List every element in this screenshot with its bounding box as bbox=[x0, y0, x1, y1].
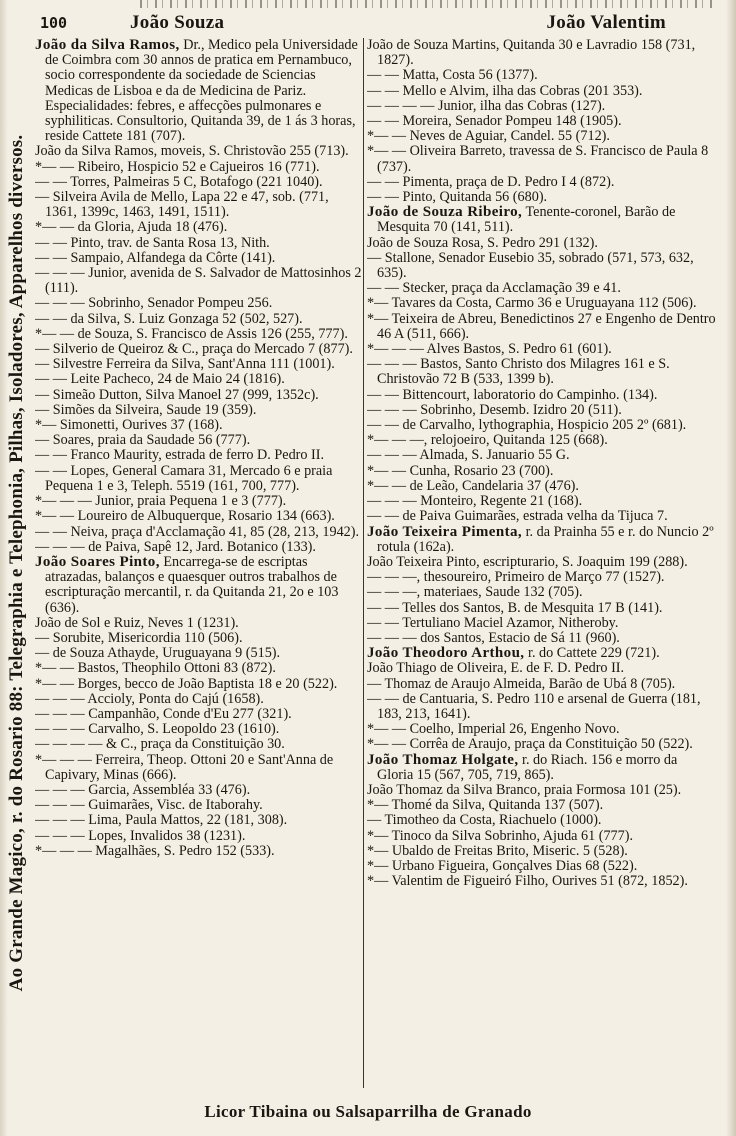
entry-text: — — — Sobrinho, Desemb. Izidro 20 (511). bbox=[367, 401, 622, 418]
directory-entry bbox=[35, 616, 362, 631]
entry-text: *— — Oliveira Barreto, travessa de S. Francisco de Paula 8 (737). bbox=[367, 143, 709, 175]
directory-entry bbox=[35, 525, 362, 540]
directory-entry bbox=[35, 494, 362, 509]
column-divider bbox=[363, 38, 364, 1088]
side-advertisement-text: Ao Grande Magico, r. do Rosario 88: Telegraphia e Telephonia, Pilhas, Isoladores, Apparelhos diversos. bbox=[6, 134, 27, 991]
entry-text: — Silvestre Ferreira da Silva, Sant'Anna 111 (1001). bbox=[35, 356, 335, 373]
directory-entry bbox=[35, 327, 362, 342]
entry-text: — — — Monteiro, Regente 21 (168). bbox=[367, 493, 583, 510]
directory-entry bbox=[367, 555, 717, 570]
directory-entry bbox=[367, 494, 717, 509]
entry-text: — — Lopes, General Camara 31, Mercado 6 e praia Pequena 1 e 3, Teleph. 5519 (161, 700, 777). bbox=[35, 462, 333, 494]
entry-text: — Timotheo da Costa, Riachuelo (1000). bbox=[367, 812, 602, 829]
entry-text: — — — de Paiva, Sapê 12, Jard. Botanico (133). bbox=[35, 538, 316, 555]
entry-text: — — — Campanhão, Conde d'Eu 277 (321). bbox=[35, 705, 292, 722]
entry-text: *— — Bastos, Theophilo Ottoni 83 (872). bbox=[35, 660, 276, 677]
entry-text: — — de Cantuaria, S. Pedro 110 e arsenal de Guerra (181, 183, 213, 1641). bbox=[367, 690, 701, 722]
directory-entry bbox=[367, 342, 717, 357]
directory-entry bbox=[367, 601, 717, 616]
entry-text: — — Matta, Costa 56 (1377). bbox=[367, 67, 538, 84]
directory-entry bbox=[367, 509, 717, 524]
directory-heading-entry bbox=[367, 205, 717, 235]
entry-text: *— — Ribeiro, Hospicio 52 e Cajueiros 16 (771). bbox=[35, 158, 320, 175]
entry-name: João Thomaz Holgate, bbox=[367, 751, 519, 768]
directory-entry bbox=[367, 661, 717, 676]
entry-text: — — — Junior, avenida de S. Salvador de Mattosinhos 2 (111). bbox=[35, 265, 362, 297]
entry-text: *— — de Souza, S. Francisco de Assis 126 (255, 777). bbox=[35, 325, 348, 342]
entry-text: João de Sol e Ruiz, Neves 1 (1231). bbox=[35, 614, 239, 631]
entry-text: — — Moreira, Senador Pompeu 148 (1905). bbox=[367, 113, 622, 130]
directory-entry bbox=[35, 433, 362, 448]
entry-text: — Silverio de Queiroz & C., praça do Mercado 7 (877). bbox=[35, 341, 353, 358]
entry-text: *— — — Alves Bastos, S. Pedro 61 (601). bbox=[367, 341, 612, 358]
footer-advertisement: Licor Tibaina ou Salsaparrilha de Granado bbox=[204, 1102, 532, 1121]
directory-entry bbox=[367, 616, 717, 631]
directory-entry bbox=[367, 479, 717, 494]
directory-heading-entry bbox=[367, 753, 717, 783]
directory-entry bbox=[35, 296, 362, 311]
directory-entry bbox=[35, 388, 362, 403]
directory-heading-entry bbox=[35, 38, 362, 144]
directory-entry bbox=[35, 631, 362, 646]
entry-text: João Thomaz da Silva Branco, praia Formosa 101 (25). bbox=[367, 781, 682, 798]
directory-entry bbox=[367, 129, 717, 144]
entry-text: — — — dos Santos, Estacio de Sá 11 (960). bbox=[367, 629, 620, 646]
directory-entry bbox=[367, 38, 717, 68]
directory-entry bbox=[35, 220, 362, 235]
entry-text: — Stallone, Senador Eusebio 35, sobrado (571, 573, 632, 635). bbox=[367, 249, 694, 282]
directory-entry bbox=[35, 753, 362, 783]
entry-text: — Simões da Silveira, Saude 19 (359). bbox=[35, 401, 257, 418]
entry-text: *— — — Junior, praia Pequena 1 e 3 (777). bbox=[35, 493, 287, 510]
entry-text: — — da Silva, S. Luiz Gonzaga 52 (502, 527). bbox=[35, 310, 303, 327]
directory-entry bbox=[367, 312, 717, 342]
entry-text: — — — Almada, S. Januario 55 G. bbox=[367, 447, 570, 464]
entry-text: *— — Coelho, Imperial 26, Engenho Novo. bbox=[367, 721, 620, 738]
page-number: 100 bbox=[40, 14, 68, 32]
entry-text: *— — Corrêa de Araujo, praça da Constituição 50 (522). bbox=[367, 736, 693, 753]
directory-entry bbox=[35, 266, 362, 296]
directory-entry bbox=[35, 357, 362, 372]
entry-text: — — — Bastos, Santo Christo dos Milagres 161 e S. Christovão 72 B (533, 1399 b). bbox=[367, 356, 670, 388]
directory-heading-entry bbox=[35, 555, 362, 616]
entry-text: — de Souza Athayde, Uruguayana 9 (515). bbox=[35, 645, 281, 662]
directory-entry bbox=[367, 798, 717, 813]
directory-entry bbox=[35, 312, 362, 327]
entry-name: João de Souza Ribeiro, bbox=[367, 204, 523, 221]
directory-entry bbox=[35, 783, 362, 798]
directory-entry bbox=[367, 68, 717, 83]
entry-text: — — — Garcia, Assembléa 33 (476). bbox=[35, 781, 251, 798]
directory-entry bbox=[367, 585, 717, 600]
directory-entry bbox=[35, 342, 362, 357]
entry-text: Tenente-coronel, Barão de Mesquita 70 (141, 511). bbox=[377, 204, 676, 236]
entry-name: João Teixeira Pimenta, bbox=[367, 523, 523, 540]
directory-entry bbox=[367, 190, 717, 205]
directory-entry bbox=[367, 114, 717, 129]
entry-text: — — — Guimarães, Visc. de Itaborahy. bbox=[35, 797, 263, 814]
directory-entry bbox=[35, 798, 362, 813]
entry-text: João Thiago de Oliveira, E. de F. D. Pedro II. bbox=[367, 660, 625, 677]
directory-entry bbox=[35, 844, 362, 859]
right-running-head: João Valentim bbox=[546, 12, 666, 33]
entry-text: João Teixeira Pinto, escripturario, S. Joaquim 199 (288). bbox=[367, 553, 688, 570]
directory-entry bbox=[35, 661, 362, 676]
directory-entry bbox=[367, 296, 717, 311]
entry-text: João de Souza Rosa, S. Pedro 291 (132). bbox=[367, 234, 598, 251]
directory-entry bbox=[367, 433, 717, 448]
entry-text: — — Pinto, trav. de Santa Rosa 13, Nith. bbox=[35, 234, 270, 251]
entry-text: João da Silva Ramos, moveis, S. Christovão 255 (713). bbox=[35, 143, 349, 160]
directory-entry bbox=[367, 448, 717, 463]
directory-entry bbox=[367, 84, 717, 99]
entry-text: — Silveira Avila de Mello, Lapa 22 e 47, sob. (771, 1361, 1399c, 1463, 1491, 1511). bbox=[35, 189, 329, 221]
right-column bbox=[367, 38, 717, 1086]
directory-entry bbox=[35, 144, 362, 159]
entry-text: — — Leite Pacheco, 24 de Maio 24 (1816). bbox=[35, 371, 285, 388]
entry-name: João da Silva Ramos, bbox=[35, 38, 180, 53]
entry-text: *— Valentim de Figueiró Filho, Ourives 51 (872, 1852). bbox=[367, 873, 688, 890]
entry-text: r. do Cattete 229 (721). bbox=[524, 645, 660, 662]
directory-entry bbox=[35, 509, 362, 524]
entry-text: — — Neiva, praça d'Acclamação 41, 85 (28, 213, 1942). bbox=[35, 523, 360, 540]
entry-text: r. da Prainha 55 e r. do Nuncio 2º rotula (162a). bbox=[377, 523, 714, 555]
entry-text: — — — Carvalho, S. Leopoldo 23 (1610). bbox=[35, 721, 280, 738]
page-header bbox=[34, 8, 722, 36]
entry-text: — — Torres, Palmeiras 5 C, Botafogo (221 1040). bbox=[35, 173, 323, 190]
entry-text: — — —, thesoureiro, Primeiro de Março 77 (1527). bbox=[367, 569, 665, 586]
directory-entry bbox=[367, 737, 717, 752]
entry-text: *— — — Magalhães, S. Pedro 152 (533). bbox=[35, 842, 275, 859]
entry-text: — — — — & C., praça da Constituição 30. bbox=[35, 736, 285, 753]
entry-text: *— Tinoco da Silva Sobrinho, Ajuda 61 (777). bbox=[367, 827, 634, 844]
entry-text: *— — de Leão, Candelaria 37 (476). bbox=[367, 477, 579, 494]
directory-entry bbox=[367, 844, 717, 859]
directory-entry bbox=[367, 175, 717, 190]
directory-entry bbox=[367, 677, 717, 692]
entry-text: *— Urbano Figueira, Gonçalves Dias 68 (522). bbox=[367, 857, 638, 874]
entry-text: — Sorubite, Misericordia 110 (506). bbox=[35, 629, 243, 646]
entry-text: — — —, materiaes, Saude 132 (705). bbox=[367, 584, 583, 601]
directory-entry bbox=[35, 829, 362, 844]
entry-text: — — de Carvalho, lythographia, Hospicio 205 2º (681). bbox=[367, 417, 687, 434]
entry-text: *— — Borges, becco de João Baptista 18 e 20 (522). bbox=[35, 675, 338, 692]
entry-text: Encarrega-se de escriptas atrazadas, balanços e quaesquer outros trabalhos de escripturação mercantil, r. da Quitanda 21, 2o e 103 (636). bbox=[45, 553, 339, 616]
directory-entry bbox=[367, 236, 717, 251]
directory-entry bbox=[35, 418, 362, 433]
entry-text: — — — Lima, Paula Mattos, 22 (181, 308). bbox=[35, 812, 288, 829]
directory-entry bbox=[367, 783, 717, 798]
directory-entry bbox=[35, 646, 362, 661]
entry-text: r. do Riach. 156 e morro da Gloria 15 (567, 705, 719, 865). bbox=[377, 751, 678, 783]
directory-entry bbox=[367, 418, 717, 433]
entry-text: — — — Lopes, Invalidos 38 (1231). bbox=[35, 827, 246, 844]
directory-entry bbox=[367, 813, 717, 828]
left-running-head: João Souza bbox=[130, 12, 225, 33]
directory-entry bbox=[367, 99, 717, 114]
entry-text: — — Franco Maurity, estrada de ferro D. Pedro II. bbox=[35, 447, 325, 464]
left-column bbox=[35, 38, 362, 1086]
entry-text: *— Simonetti, Ourives 37 (168). bbox=[35, 417, 223, 434]
entry-text: — — Telles dos Santos, B. de Mesquita 17 B (141). bbox=[367, 599, 663, 616]
entry-text: *— — Loureiro de Albuquerque, Rosario 134 (663). bbox=[35, 508, 335, 525]
directory-entry bbox=[35, 448, 362, 463]
directory-entry bbox=[367, 874, 717, 889]
side-advertisement bbox=[0, 20, 34, 1105]
entry-text: *— — — Ferreira, Theop. Ottoni 20 e Sant'Anna de Capivary, Minas (666). bbox=[35, 751, 334, 783]
directory-entry bbox=[367, 859, 717, 874]
entry-text: João de Souza Martins, Quitanda 30 e Lavradio 158 (731, 1827). bbox=[367, 38, 696, 69]
entry-text: *— — Neves de Aguiar, Candel. 55 (712). bbox=[367, 128, 610, 145]
directory-entry bbox=[367, 570, 717, 585]
directory-entry bbox=[35, 236, 362, 251]
directory-entry bbox=[35, 692, 362, 707]
directory-entry bbox=[35, 372, 362, 387]
directory-entry bbox=[367, 692, 717, 722]
entry-text: — — — Accioly, Ponta do Cajú (1658). bbox=[35, 690, 264, 707]
print-artifact-top bbox=[140, 0, 716, 8]
entry-text: — Thomaz de Araujo Almeida, Barão de Ubá 8 (705). bbox=[367, 675, 676, 692]
entry-text: — — Stecker, praça da Acclamação 39 e 41. bbox=[367, 280, 621, 297]
entry-text: — — Sampaio, Alfandega da Côrte (141). bbox=[35, 249, 276, 266]
entry-text: *— Ubaldo de Freitas Brito, Miseric. 5 (528). bbox=[367, 842, 628, 859]
entry-text: Dr., Medico pela Universidade de Coimbra com 30 annos de pratica em Pernambuco, socio correspondente da sociedade de Sciencias Medicas de Lisboa e da de Medicina de Pariz. Especialidades: febres, e affecções pulmonares e syphiliticas. Consultorio, Quitanda 39, de 1 ás 3 horas, reside Cattete 181 (707). bbox=[45, 38, 358, 145]
directory-entry bbox=[367, 388, 717, 403]
entry-text: — — — Sobrinho, Senador Pompeu 256. bbox=[35, 295, 273, 312]
directory-entry bbox=[367, 631, 717, 646]
directory-entry bbox=[35, 175, 362, 190]
directory-heading-entry bbox=[367, 646, 717, 661]
directory-entry bbox=[367, 144, 717, 174]
directory-entry bbox=[367, 281, 717, 296]
entry-text: — — — — Junior, ilha das Cobras (127). bbox=[367, 97, 606, 114]
directory-entry bbox=[35, 464, 362, 494]
entry-text: — — Pimenta, praça de D. Pedro I 4 (872). bbox=[367, 173, 615, 190]
directory-heading-entry bbox=[367, 525, 717, 555]
entry-text: — — Tertuliano Maciel Azamor, Nitheroby. bbox=[367, 614, 619, 631]
directory-entry bbox=[35, 737, 362, 752]
page-edge-right bbox=[726, 0, 736, 1136]
entry-text: — Soares, praia da Saudade 56 (777). bbox=[35, 432, 251, 449]
directory-entry bbox=[35, 251, 362, 266]
directory-entry bbox=[35, 813, 362, 828]
entry-text: — — de Paiva Guimarães, estrada velha da Tijuca 7. bbox=[367, 508, 668, 525]
directory-entry bbox=[367, 357, 717, 387]
directory-entry bbox=[367, 403, 717, 418]
directory-entry bbox=[367, 829, 717, 844]
entry-text: *— Tavares da Costa, Carmo 36 e Uruguayana 112 (506). bbox=[367, 295, 697, 312]
directory-entry bbox=[367, 251, 717, 281]
directory-entry bbox=[35, 190, 362, 220]
directory-entry bbox=[35, 403, 362, 418]
directory-entry bbox=[35, 722, 362, 737]
entry-text: — — Pinto, Quitanda 56 (680). bbox=[367, 189, 548, 206]
entry-name: João Soares Pinto, bbox=[35, 553, 160, 570]
entry-text: — — Bittencourt, laboratorio do Campinho. (134). bbox=[367, 386, 658, 403]
directory-entry bbox=[367, 722, 717, 737]
directory-entry bbox=[35, 540, 362, 555]
entry-text: *— — —, relojoeiro, Quitanda 125 (668). bbox=[367, 432, 608, 449]
entry-text: — Simeão Dutton, Silva Manoel 27 (999, 1352c). bbox=[35, 386, 319, 403]
entry-text: *— — Cunha, Rosario 23 (700). bbox=[367, 462, 554, 479]
entry-text: — — Mello e Alvim, ilha das Cobras (201 353). bbox=[367, 82, 643, 99]
directory-entry bbox=[35, 160, 362, 175]
entry-text: *— — da Gloria, Ajuda 18 (476). bbox=[35, 219, 228, 236]
entry-text: *— Teixeira de Abreu, Benedictinos 27 e Engenho de Dentro 46 A (511, 666). bbox=[367, 310, 716, 342]
directory-entry bbox=[35, 707, 362, 722]
directory-entry bbox=[35, 677, 362, 692]
directory-entry bbox=[367, 464, 717, 479]
entry-name: João Theodoro Arthou, bbox=[367, 645, 525, 662]
entry-text: *— Thomé da Silva, Quitanda 137 (507). bbox=[367, 797, 604, 814]
